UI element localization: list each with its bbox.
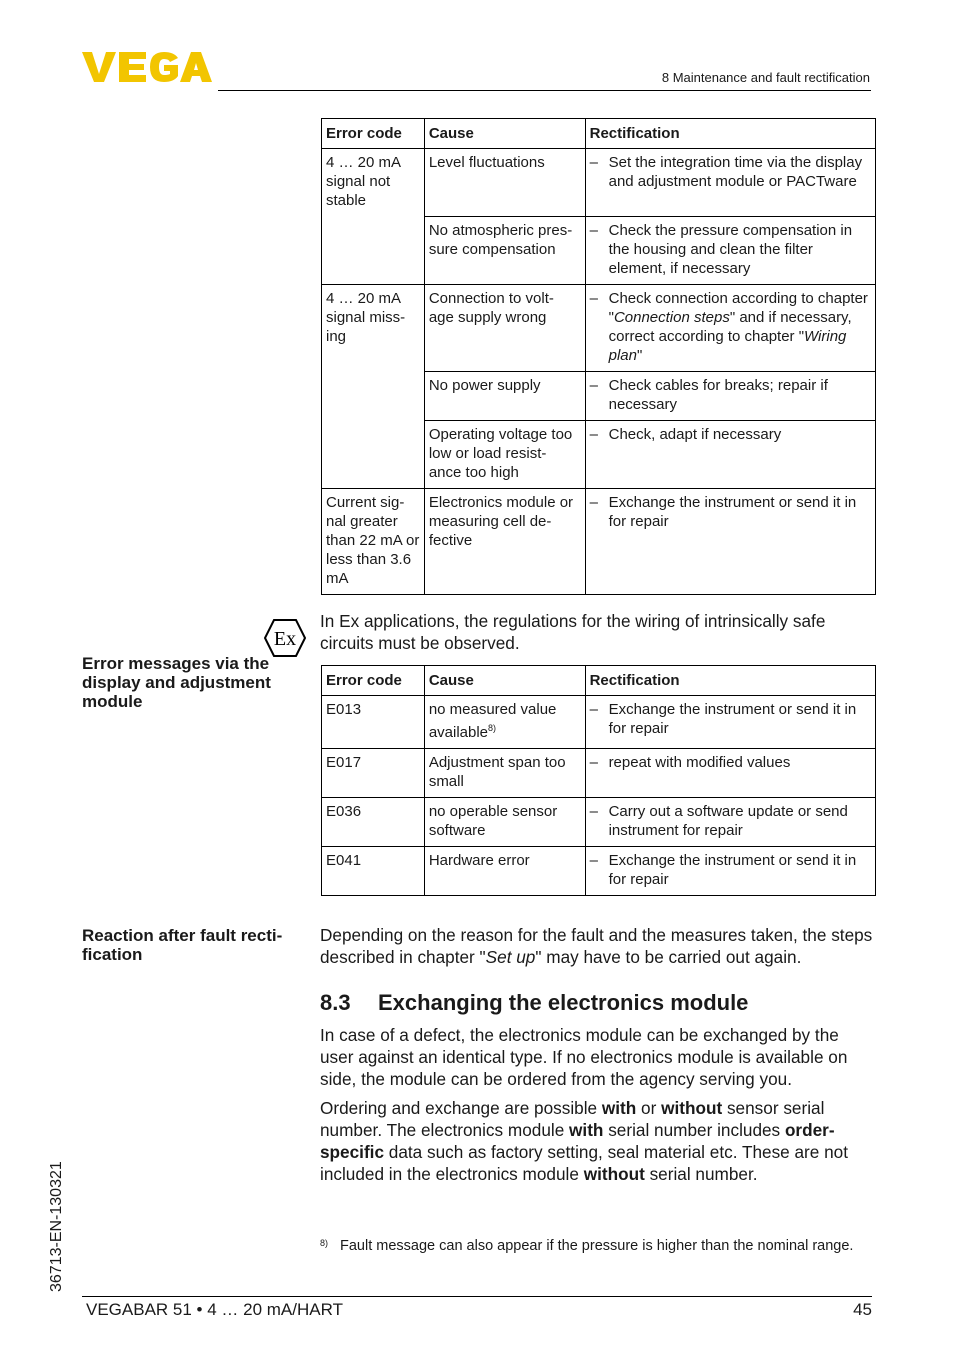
section-number: 8.3 <box>320 990 351 1015</box>
header-divider <box>218 90 871 91</box>
column-header: Cause <box>424 119 585 149</box>
error-code-cell: Current sig- nal greater than 22 mA or less than 3.6 mA <box>322 489 425 595</box>
rectification-cell: – Exchange the instrument or send it in for repair <box>585 489 875 595</box>
error-message-table <box>321 665 876 896</box>
footer-divider <box>82 1296 872 1297</box>
error-code-cell: 4 … 20 mA signal miss- ing <box>322 285 425 489</box>
section-body <box>320 1024 875 1192</box>
error-code-cell: E041 <box>322 847 425 896</box>
column-header: Rectification <box>585 666 875 696</box>
table-row <box>322 749 876 798</box>
cause-cell: no measured value available$^{8)}$ <box>424 696 585 749</box>
section-heading <box>320 990 748 1016</box>
error-code-cell: 4 … 20 mA signal not stable <box>322 149 425 285</box>
footer-product: VEGABAR 51 • 4 … 20 mA/HART <box>86 1300 343 1319</box>
cause-cell: Level fluctuations <box>424 149 585 217</box>
side-label-error-messages: Error messages via the display and adjustment module <box>82 654 271 711</box>
svg-text:Ex: Ex <box>273 628 297 650</box>
rectification-cell: – Exchange the instrument or send it in for repair <box>585 847 875 896</box>
table-row <box>322 696 876 749</box>
table-row <box>322 285 876 372</box>
footnote-mark: 8) <box>320 1238 329 1248</box>
cause-cell: No power supply <box>424 372 585 421</box>
cause-cell: No atmospheric pres- sure compensation <box>424 217 585 285</box>
cause-cell: Operating voltage too low or load resist- ance too high <box>424 421 585 489</box>
paragraph: Ordering and exchange are possible with or without sensor serial number. The electronics module with serial number includes order-specific data such as factory setting, seal material etc. These are not included in the electronics module without serial number. <box>320 1098 849 1184</box>
header-section-title: 8 Maintenance and fault rectification <box>661 70 870 85</box>
table-row <box>322 798 876 847</box>
cause-cell: Hardware error <box>424 847 585 896</box>
ex-note: In Ex applications, the regulations for the wiring of intrinsically safe circuits must be observed. <box>320 611 826 653</box>
footnote-text: Fault message can also appear if the pressure is higher than the nominal range. <box>340 1238 854 1254</box>
page-number: 45 <box>853 1300 872 1319</box>
table-row <box>322 847 876 896</box>
table-header-row <box>322 119 876 149</box>
vega-logo <box>82 50 212 84</box>
rectification-cell: – Exchange the instrument or send it in for repair <box>585 696 875 749</box>
column-header: Cause <box>424 666 585 696</box>
ex-icon <box>264 618 306 658</box>
section-title: Exchanging the electronics module <box>378 990 749 1015</box>
column-header: Error code <box>322 666 425 696</box>
rectification-cell: – Check the pressure compensation in the housing and clean the filter element, if necessary <box>585 217 875 285</box>
cause-cell: no operable sensor software <box>424 798 585 847</box>
error-code-cell: E017 <box>322 749 425 798</box>
rectification-cell: – Carry out a software update or send instrument for repair <box>585 798 875 847</box>
cause-cell: Connection to volt- age supply wrong <box>424 285 585 372</box>
column-header: Error code <box>322 119 425 149</box>
column-header: Rectification <box>585 119 875 149</box>
footnote <box>320 1237 875 1256</box>
rectification-cell: – Check connection according to chapter "Connection steps" and if necessary, correct according to chapter "Wiring plan" <box>585 285 875 372</box>
rectification-cell: – repeat with modified values <box>585 749 875 798</box>
table-header-row <box>322 666 876 696</box>
fault-table <box>321 118 876 595</box>
rectification-cell: – Check cables for breaks; repair if necessary <box>585 372 875 421</box>
paragraph: In case of a defect, the electronics module can be exchanged by the user against an identical type. If no electronics module is available on side, the module can be ordered from the agency serving you. <box>320 1025 848 1089</box>
document-id: 36713-EN-130321 <box>48 1161 65 1292</box>
error-code-cell: E013 <box>322 696 425 749</box>
rectification-cell: – Check, adapt if necessary <box>585 421 875 489</box>
table-row <box>322 489 876 595</box>
rectification-cell: – Set the integration time via the display and adjustment module or PACTware <box>585 149 875 217</box>
error-code-cell: E036 <box>322 798 425 847</box>
cause-cell: Adjustment span too small <box>424 749 585 798</box>
table-row <box>322 149 876 217</box>
side-label-reaction: Reaction after fault recti- fication <box>82 926 283 964</box>
reaction-paragraph: Depending on the reason for the fault and the measures taken, the steps described in chapter "Set up" may have to be carried out again. <box>320 925 873 967</box>
footnote-ref: 8) <box>488 723 497 733</box>
cause-cell: Electronics module or measuring cell de- fective <box>424 489 585 595</box>
